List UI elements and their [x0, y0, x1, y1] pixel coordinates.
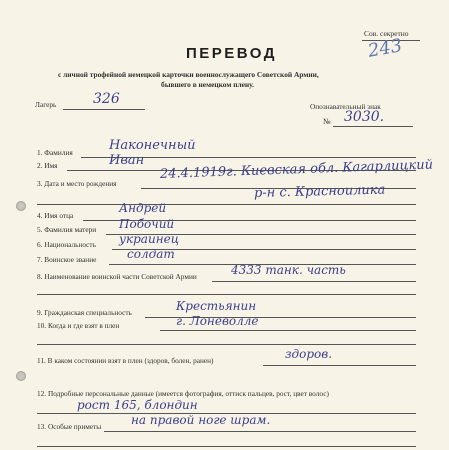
field-label-captured: 10. Когда и где взят в плен: [37, 321, 120, 330]
ident-value: 3030.: [344, 109, 385, 125]
classification-stamp: Сов. секретно: [364, 29, 409, 38]
field-line: [104, 431, 416, 432]
archive-number: 243: [366, 35, 404, 62]
punch-hole: [16, 201, 26, 211]
field-value-father: Андрей: [119, 201, 167, 215]
field-value-captured: г. Лоневолле: [176, 314, 259, 328]
field-value-nationality: украинец: [119, 232, 180, 246]
field-label-special-marks: 13. Особые приметы: [37, 422, 102, 431]
ident-line: [333, 126, 413, 127]
field-label-mother: 5. Фамилия матери: [37, 225, 97, 234]
field-value-unit: 4333 танк. часть: [231, 263, 346, 277]
field-label-rank: 7. Воинское звание: [37, 255, 97, 264]
punch-hole: [16, 371, 26, 381]
field-line: [37, 446, 416, 447]
field-value-birth: 24.4.1919г. Киевская обл. Кагарлицкий: [159, 157, 434, 182]
document-subtitle-1: с личной трофейной немецкой карточки военнослужащего Советской Армии,: [58, 70, 319, 79]
field-label-birth: 3. Дата и место рождения: [37, 179, 117, 188]
field-line: [263, 365, 416, 366]
camp-value: 326: [93, 91, 120, 107]
field-line: [160, 330, 416, 331]
field-value-personal-data: рост 165, блондин: [77, 398, 198, 412]
field-line: [212, 281, 416, 282]
camp-line: [63, 109, 145, 110]
field-label-unit: 8. Наименование воинской части Советской Армии: [37, 272, 197, 281]
field-value-birth-2: р-н с. Красноилика: [253, 182, 386, 201]
field-label-surname: 1. Фамилия: [37, 148, 73, 157]
field-label-civil-profession: 9. Гражданская специальность: [37, 308, 132, 317]
ident-number-sign: №: [323, 117, 331, 126]
ident-label: Опознавательный знак: [310, 102, 381, 111]
field-value-special-marks: на правой ноге шрам.: [131, 413, 271, 427]
field-label-father: 4. Имя отца: [37, 211, 74, 220]
field-label-nationality: 6. Национальность: [37, 240, 96, 249]
field-line: [37, 294, 416, 295]
field-value-name: Иван: [109, 153, 145, 168]
field-value-surname: Наконечный: [109, 138, 196, 153]
field-line: [37, 204, 416, 205]
document-subtitle-2: бывшего в немецком плену.: [161, 80, 254, 89]
document-title: ПЕРЕВОД: [186, 45, 277, 62]
field-line: [37, 344, 416, 345]
field-label-personal-data: 12. Подробные персональные данные (имеется фотография, оттиск пальцев, рост, цвет волос): [37, 389, 329, 398]
field-value-mother: Побочий: [119, 217, 175, 231]
field-label-condition: 11. В каком состоянии взят в плен (здоров, болен, ранен): [37, 356, 214, 365]
field-value-condition: здоров.: [285, 347, 333, 361]
camp-label: Лагерь: [35, 100, 57, 109]
field-value-rank: солдат: [127, 247, 175, 261]
field-value-civil-profession: Крестьянин: [176, 299, 257, 313]
field-label-name: 2. Имя: [37, 161, 58, 170]
